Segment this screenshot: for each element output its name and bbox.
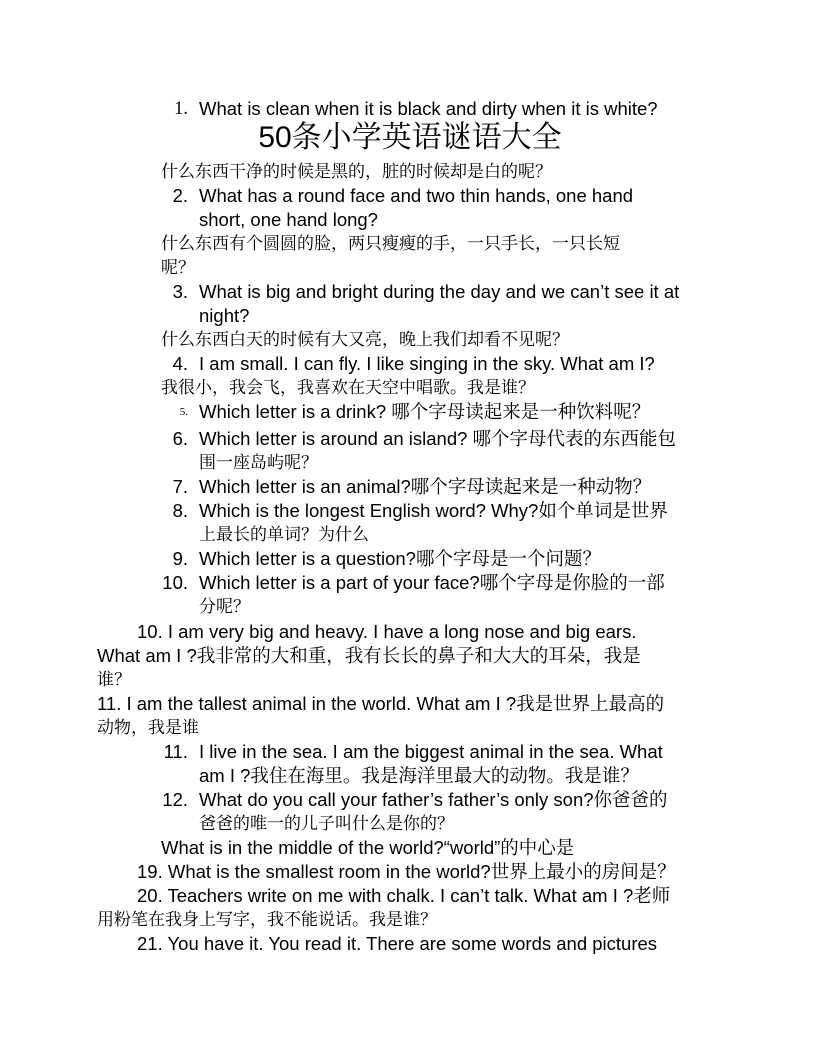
paragraph-text: 10. I am very big and heavy. I have a long nose and big ears.	[137, 621, 637, 642]
paragraph-text: 11. I am the tallest animal in the world. What am I ?我是世界上最高的	[97, 693, 665, 714]
item-number: 8.	[172, 500, 188, 521]
item-number: 7.	[172, 476, 188, 497]
question-text: I live in the sea. I am the biggest animal in the sea. What	[199, 741, 663, 762]
translation-text: 什么东西有个圆圆的脸，两只瘦瘦的手，一只手长，一只长短	[161, 234, 620, 254]
question-text: What is big and bright during the day and we can’t see it at	[199, 281, 680, 302]
question-text: Which letter is an animal?哪个字母读起来是一种动物？	[199, 476, 652, 497]
question-text: What has a round face and two thin hands, one hand	[199, 185, 634, 206]
item-number: 1.	[174, 99, 188, 119]
page-title	[0, 120, 816, 156]
question-text: 上最长的单词？为什么	[199, 525, 369, 545]
item-number: 11.	[163, 741, 188, 762]
question-text: Which is the longest English word? Why?如个单词是世界	[199, 500, 668, 521]
paragraph-text: 动物，我是谁	[97, 718, 199, 738]
translation-text: 呢？	[161, 258, 195, 278]
paragraph-text: What is in the middle of the world?“world”的中心是	[161, 837, 575, 858]
paragraph-text: 谁？	[97, 670, 131, 690]
item-number: 12.	[162, 789, 188, 810]
page-title-text: 50条小学英语谜语大全	[258, 121, 562, 154]
paragraph-text: 21. You have it. You read it. There are some words and pictures	[137, 933, 658, 954]
item-number: 9.	[172, 548, 188, 569]
question-text: I am small. I can fly. I like singing in the sky. What am I?	[199, 353, 655, 374]
item-number: 4.	[172, 353, 188, 374]
question-text: am I ?我住在海里。我是海洋里最大的动物。我是谁？	[199, 765, 639, 786]
paragraph-text: What am I ?我非常的大和重，我有长长的鼻子和大大的耳朵，我是	[97, 645, 641, 666]
question-text: What do you call your father’s father’s only son?你爸爸的	[199, 789, 668, 810]
item-number: 10.	[162, 572, 188, 593]
question-text: Which letter is around an island? 哪个字母代表的东西能包	[199, 428, 677, 449]
paragraph-text: 用粉笔在我身上写字，我不能说话。我是谁？	[97, 910, 437, 930]
item-number: 3.	[172, 281, 188, 302]
question-text: 围一座岛屿呢？	[199, 453, 318, 473]
question-text: Which letter is a question?哪个字母是一个问题？	[199, 548, 601, 569]
paragraph-text: 20. Teachers write on me with chalk. I can’t talk. What am I ?老师	[137, 885, 671, 906]
question-text: night?	[199, 305, 250, 326]
translation-text: 什么东西干净的时候是黑的，脏的时候却是白的呢？	[161, 162, 552, 182]
item-number: 5.	[179, 406, 188, 418]
question-text: Which letter is a part of your face?哪个字母是你脸的一部	[199, 572, 665, 593]
question-text: Which letter is a drink? 哪个字母读起来是一种饮料呢？	[199, 401, 651, 422]
paragraph-text: 19. What is the smallest room in the world?世界上最小的房间是？	[137, 861, 676, 882]
question-text: 爸爸的唯一的儿子叫什么是你的？	[199, 814, 454, 834]
question-text: 分呢？	[199, 597, 250, 617]
translation-text: 我很小，我会飞，我喜欢在天空中唱歌。我是谁？	[161, 378, 535, 398]
translation-text: 什么东西白天的时候有大又亮，晚上我们却看不见呢？	[161, 330, 569, 350]
item-number: 6.	[172, 428, 188, 449]
question-text: What is clean when it is black and dirty when it is white?	[199, 98, 658, 119]
question-text: short, one hand long?	[199, 209, 378, 230]
item-number: 2.	[172, 185, 188, 206]
